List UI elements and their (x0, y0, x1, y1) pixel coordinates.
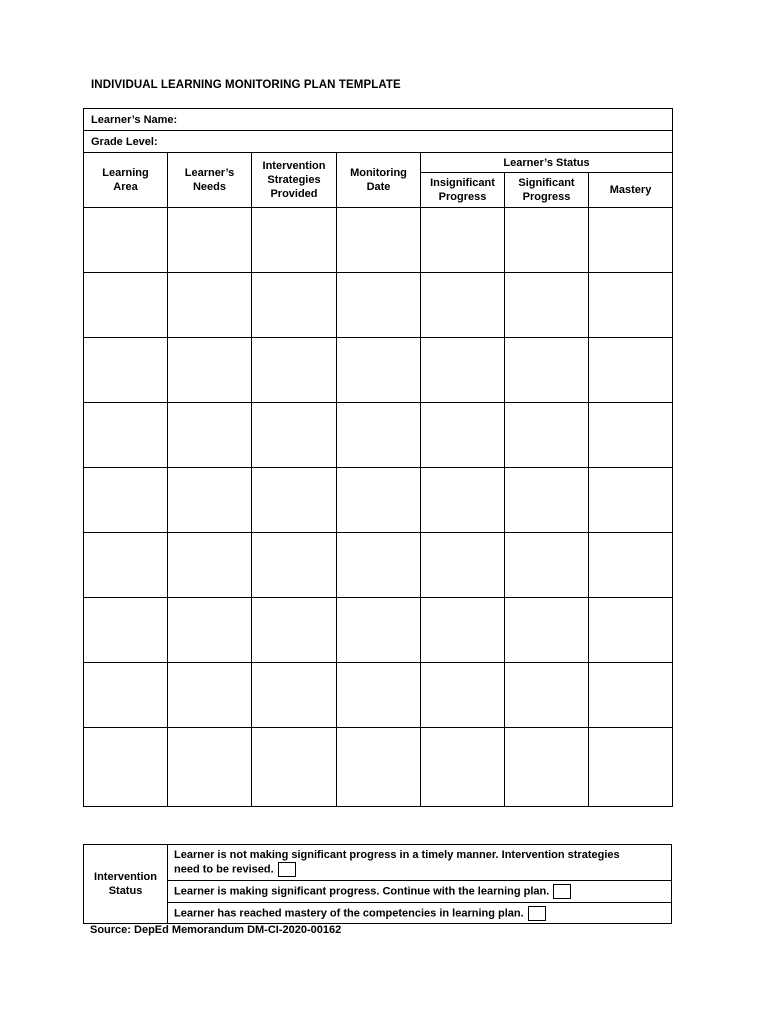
table-cell[interactable] (505, 208, 589, 273)
table-cell[interactable] (84, 208, 168, 273)
learner-name-row[interactable] (84, 109, 673, 131)
table-cell[interactable] (505, 338, 589, 403)
table-row (84, 403, 673, 468)
table-row (84, 273, 673, 338)
intervention-status-label: Intervention Status (84, 845, 168, 924)
table-cell[interactable] (421, 728, 505, 807)
table-cell[interactable] (337, 208, 421, 273)
table-cell[interactable] (505, 728, 589, 807)
table-cell[interactable] (84, 728, 168, 807)
table-cell[interactable] (421, 663, 505, 728)
table-cell[interactable] (421, 273, 505, 338)
header-learners-needs: Learner’s Needs (168, 153, 252, 208)
table-cell[interactable] (505, 598, 589, 663)
table-row (84, 338, 673, 403)
table-cell[interactable] (421, 338, 505, 403)
table-cell[interactable] (84, 338, 168, 403)
source-citation: Source: DepEd Memorandum DM-CI-2020-00162 (90, 924, 342, 936)
table-cell[interactable] (337, 533, 421, 598)
header-monitoring-date: Monitoring Date (337, 153, 421, 208)
table-row (84, 208, 673, 273)
table-cell[interactable] (589, 208, 673, 273)
table-cell[interactable] (252, 598, 337, 663)
status-option-continue: Learner is making significant progress. Continue with the learning plan. (168, 881, 672, 903)
table-row (84, 533, 673, 598)
table-cell[interactable] (252, 208, 337, 273)
table-cell[interactable] (337, 273, 421, 338)
table-row (84, 468, 673, 533)
status-option-mastery: Learner has reached mastery of the competencies in learning plan. (168, 903, 672, 924)
header-insignificant-progress: Insignificant Progress (421, 173, 505, 208)
header-learning-area: Learning Area (84, 153, 168, 208)
table-cell[interactable] (337, 663, 421, 728)
table-cell[interactable] (589, 663, 673, 728)
table-cell[interactable] (505, 468, 589, 533)
header-significant-progress: Significant Progress (505, 173, 589, 208)
table-cell[interactable] (84, 663, 168, 728)
table-cell[interactable] (168, 403, 252, 468)
table-cell[interactable] (505, 403, 589, 468)
table-cell[interactable] (421, 468, 505, 533)
header-mastery: Mastery (589, 173, 673, 208)
table-cell[interactable] (337, 728, 421, 807)
header-learners-status: Learner’s Status (421, 153, 673, 173)
table-cell[interactable] (589, 468, 673, 533)
table-body (84, 208, 673, 807)
table-cell[interactable] (589, 338, 673, 403)
table-cell[interactable] (168, 728, 252, 807)
document-title: INDIVIDUAL LEARNING MONITORING PLAN TEMPLATE (91, 79, 401, 91)
table-cell[interactable] (505, 533, 589, 598)
table-cell[interactable] (589, 598, 673, 663)
table-row (84, 728, 673, 807)
table-cell[interactable] (252, 663, 337, 728)
table-cell[interactable] (168, 208, 252, 273)
table-cell[interactable] (505, 273, 589, 338)
intervention-status-table (83, 844, 672, 924)
table-cell[interactable] (252, 728, 337, 807)
table-cell[interactable] (337, 598, 421, 663)
table-cell[interactable] (252, 533, 337, 598)
table-cell[interactable] (252, 403, 337, 468)
table-cell[interactable] (168, 533, 252, 598)
table-cell[interactable] (84, 598, 168, 663)
header-intervention-strategies: Intervention Strategies Provided (252, 153, 337, 208)
table-cell[interactable] (168, 598, 252, 663)
table-row (84, 663, 673, 728)
status-option-revise: Learner is not making significant progress in a timely manner. Intervention strategies need to be revised. (168, 845, 672, 881)
table-cell[interactable] (84, 468, 168, 533)
table-cell[interactable] (337, 403, 421, 468)
table-cell[interactable] (84, 273, 168, 338)
table-cell[interactable] (337, 468, 421, 533)
checkbox-revise[interactable] (278, 862, 296, 877)
table-cell[interactable] (421, 403, 505, 468)
checkbox-continue[interactable] (553, 884, 571, 899)
grade-level-row[interactable] (84, 131, 673, 153)
table-cell[interactable] (421, 533, 505, 598)
table-cell[interactable] (421, 208, 505, 273)
table-cell[interactable] (589, 533, 673, 598)
monitoring-plan-table (83, 108, 673, 807)
table-cell[interactable] (589, 403, 673, 468)
checkbox-mastery[interactable] (528, 906, 546, 921)
table-row (84, 598, 673, 663)
table-cell[interactable] (84, 533, 168, 598)
table-cell[interactable] (168, 468, 252, 533)
table-cell[interactable] (252, 273, 337, 338)
table-cell[interactable] (337, 338, 421, 403)
table-cell[interactable] (252, 468, 337, 533)
table-cell[interactable] (168, 273, 252, 338)
table-cell[interactable] (252, 338, 337, 403)
table-cell[interactable] (589, 728, 673, 807)
table-cell[interactable] (84, 403, 168, 468)
table-cell[interactable] (421, 598, 505, 663)
grade-level-label: Grade Level: (91, 135, 158, 148)
table-cell[interactable] (168, 338, 252, 403)
table-cell[interactable] (505, 663, 589, 728)
table-cell[interactable] (589, 273, 673, 338)
learner-name-label: Learner’s Name: (91, 113, 178, 126)
table-cell[interactable] (168, 663, 252, 728)
